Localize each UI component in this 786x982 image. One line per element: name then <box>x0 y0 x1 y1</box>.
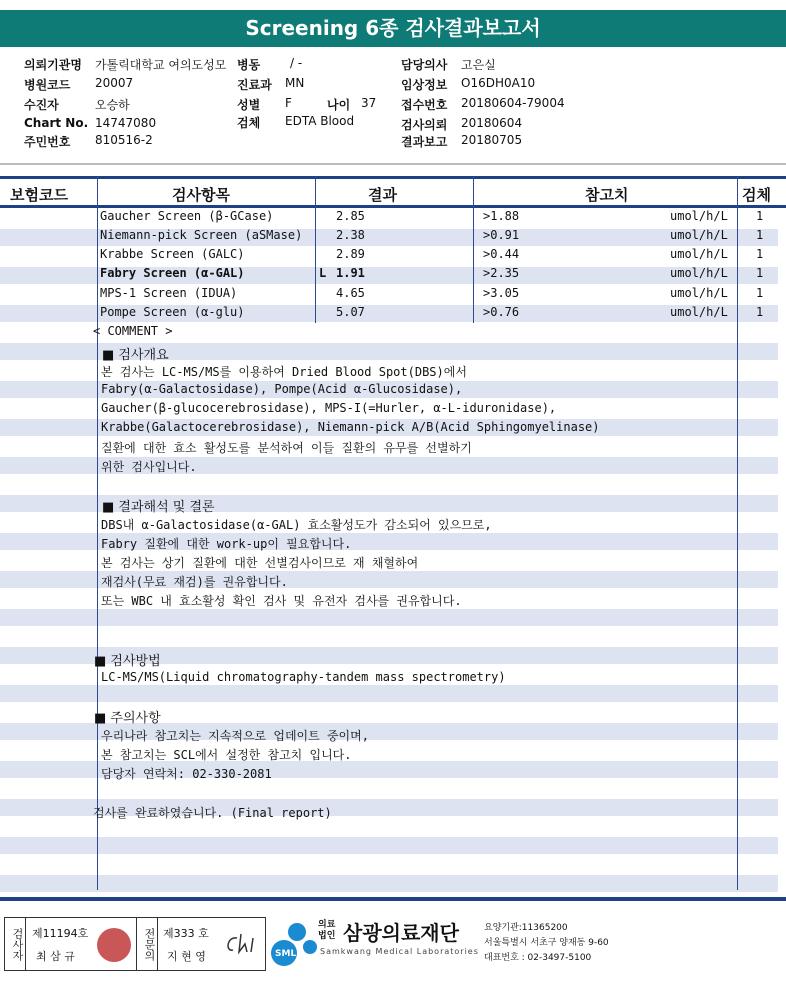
hdr-value: EDTA Blood <box>285 114 355 128</box>
hdr-value: MN <box>285 76 305 90</box>
table-row-abnormal <box>0 264 786 283</box>
result-value: 2.89 <box>336 247 365 261</box>
comment-line: Krabbe(Galactocerebrosidase), Niemann-pick A/B(Acid Sphingomyelinase) <box>101 420 600 434</box>
ref-unit: umol/h/L <box>670 305 728 319</box>
col-header-result: 결과 <box>368 186 397 204</box>
report-footer <box>0 914 786 974</box>
result-value: 5.07 <box>336 305 365 319</box>
row-stripe <box>0 875 778 892</box>
specimen-count: 1 <box>756 286 764 300</box>
ref-unit: umol/h/L <box>670 228 728 242</box>
hdr-label: 병동 <box>237 58 261 72</box>
comment-line: 우리나라 참고치는 지속적으로 업데이트 중이며, <box>101 729 369 743</box>
item-name: Fabry Screen (α-GAL) <box>100 266 245 280</box>
tester-seal-stamp <box>97 928 131 962</box>
table-header <box>0 176 786 208</box>
result-value: 2.38 <box>336 228 365 242</box>
report-title: Screening 6종 검사결과보고서 <box>0 10 786 47</box>
ref-unit: umol/h/L <box>670 247 728 261</box>
hdr-label: 결과보고 <box>401 135 448 149</box>
hdr-value: 14747080 <box>95 116 157 130</box>
hdr-value: 20180604 <box>461 116 523 130</box>
specimen-count: 1 <box>756 266 764 280</box>
ref-range: >0.91 <box>483 228 520 242</box>
comment-line: Fabry(α-Galactosidase), Pompe(Acid α-Glucosidase), <box>101 382 463 396</box>
hdr-label: 병원코드 <box>24 78 71 92</box>
table-bottom-border <box>0 897 786 901</box>
ref-unit: umol/h/L <box>670 286 728 300</box>
hdr-value: F <box>285 96 292 110</box>
logo-small-text: SML <box>275 949 297 959</box>
specialist-name: 지 현 영 <box>167 950 206 963</box>
comment-label: < COMMENT > <box>93 324 173 338</box>
ref-range: >0.44 <box>483 247 520 261</box>
hdr-label: 주민번호 <box>24 135 71 149</box>
hdr-label: 담당의사 <box>401 58 448 72</box>
hdr-label: 나이 <box>327 98 351 112</box>
item-name: Gaucher Screen (β-GCase) <box>100 209 274 223</box>
comment-line: 본 검사는 상기 질환에 대한 선별검사이므로 재 채혈하여 <box>101 556 419 570</box>
hdr-label: 성별 <box>237 98 261 112</box>
row-stripe <box>0 837 778 854</box>
comment-line: 위한 검사입니다. <box>101 460 197 474</box>
report-header <box>0 56 786 156</box>
hdr-value: 810516-2 <box>95 133 153 147</box>
hdr-label: 접수번호 <box>401 98 448 112</box>
ref-range: >1.88 <box>483 209 520 223</box>
tester-label: 검사자 <box>5 918 26 970</box>
final-report-note: 검사를 완료하였습니다. (Final report) <box>93 806 332 820</box>
hdr-label: 검사의뢰 <box>401 118 448 132</box>
table-row <box>0 303 786 322</box>
item-name: MPS-1 Screen (IDUA) <box>100 286 238 300</box>
item-name: Pompe Screen (α-glu) <box>100 305 245 319</box>
specialist-license: 제333 호 <box>163 927 209 940</box>
specimen-count: 1 <box>756 228 764 242</box>
specimen-count: 1 <box>756 209 764 223</box>
section-title-overview: ■ 검사개요 <box>102 348 169 363</box>
ref-unit: umol/h/L <box>670 266 728 280</box>
specimen-count: 1 <box>756 305 764 319</box>
col-header-ref: 참고치 <box>585 186 629 204</box>
hdr-value: 20007 <box>95 76 134 90</box>
signature-image <box>223 930 263 958</box>
hdr-value: 20180604-79004 <box>461 96 565 110</box>
specimen-count: 1 <box>756 247 764 261</box>
org-phone: 대표번호 : 02-3497-5100 <box>484 953 592 963</box>
hdr-value: 37 <box>361 96 377 110</box>
ref-unit: umol/h/L <box>670 209 728 223</box>
col-header-item: 검사항목 <box>172 186 230 204</box>
table-row <box>0 284 786 303</box>
hdr-label: 진료과 <box>237 78 272 92</box>
section-title-interpretation: ■ 결과해석 및 결론 <box>102 500 215 515</box>
hdr-value: 오승하 <box>95 98 130 112</box>
hdr-label: 수진자 <box>24 98 59 112</box>
section-title-notes: ■ 주의사항 <box>94 711 161 726</box>
comment-line: Gaucher(β-glucocerebrosidase), MPS-I(=Hurler, α-L-iduronidase), <box>101 401 557 415</box>
org-code: 요양기관:11365200 <box>484 923 568 933</box>
org-en-name: Samkwang Medical Laboratories <box>320 947 479 956</box>
result-value: 4.65 <box>336 286 365 300</box>
section-title-method: ■ 검사방법 <box>94 654 161 669</box>
comment-line: 재검사(무료 재검)를 권유합니다. <box>101 575 288 589</box>
ref-range: >3.05 <box>483 286 520 300</box>
signature-box <box>4 917 266 971</box>
hdr-value: 가톨릭대학교 여의도성모 <box>95 58 227 72</box>
item-name: Niemann-pick Screen (aSMase) <box>100 228 303 242</box>
ref-range: >0.76 <box>483 305 520 319</box>
org-address: 서울특별시 서초구 양재동 9-60 <box>484 938 609 948</box>
header-divider <box>0 163 786 165</box>
hdr-value: 고은실 <box>461 58 496 72</box>
result-value: 2.85 <box>336 209 365 223</box>
comment-line: 또는 WBC 내 효소활성 확인 검사 및 유전자 검사를 권유합니다. <box>101 594 462 608</box>
comment-line: Fabry 질환에 대한 work-up이 필요합니다. <box>101 537 352 551</box>
item-name: Krabbe Screen (GALC) <box>100 247 245 261</box>
row-stripe <box>0 609 778 626</box>
hdr-label: 임상정보 <box>401 78 448 92</box>
tester-license: 제11194호 <box>32 927 89 940</box>
result-flag: L <box>319 266 327 280</box>
comment-line: 담당자 연락처: 02-330-2081 <box>101 767 272 781</box>
col-header-code: 보험코드 <box>10 186 68 204</box>
ref-range: >2.35 <box>483 266 520 280</box>
tester-name: 최 삼 규 <box>36 950 75 963</box>
comment-line: 질환에 대한 효소 활성도를 분석하여 이들 질환의 유무를 선별하기 <box>101 441 472 455</box>
table-row <box>0 245 786 264</box>
org-prefix: 의료법인 <box>318 920 336 941</box>
hdr-label: 검체 <box>237 116 261 130</box>
hdr-value: 20180705 <box>461 133 523 147</box>
comment-line: LC-MS/MS(Liquid chromatography-tandem mass spectrometry) <box>101 670 506 684</box>
row-stripe <box>0 685 778 702</box>
result-value: 1.91 <box>336 266 365 280</box>
comment-line: 본 검사는 LC-MS/MS를 이용하여 Dried Blood Spot(DBS)에서 <box>101 365 467 379</box>
sml-logo-icon <box>270 917 320 969</box>
col-header-specimen: 검체 <box>742 186 771 204</box>
table-row <box>0 207 786 226</box>
hdr-value: / - <box>290 56 303 70</box>
org-name: 삼광의료재단 <box>343 921 459 945</box>
comment-line: DBS내 α-Galactosidase(α-GAL) 효소활성도가 감소되어 있으므로, <box>101 518 492 532</box>
table-row <box>0 226 786 245</box>
comment-line: 본 참고치는 SCL에서 설정한 참고치 입니다. <box>101 748 352 762</box>
specialist-label: 전문의 <box>136 918 158 970</box>
hdr-value: O16DH0A10 <box>461 76 536 90</box>
hdr-label: 의뢰기관명 <box>24 58 82 72</box>
hdr-label: Chart No. <box>24 116 89 130</box>
